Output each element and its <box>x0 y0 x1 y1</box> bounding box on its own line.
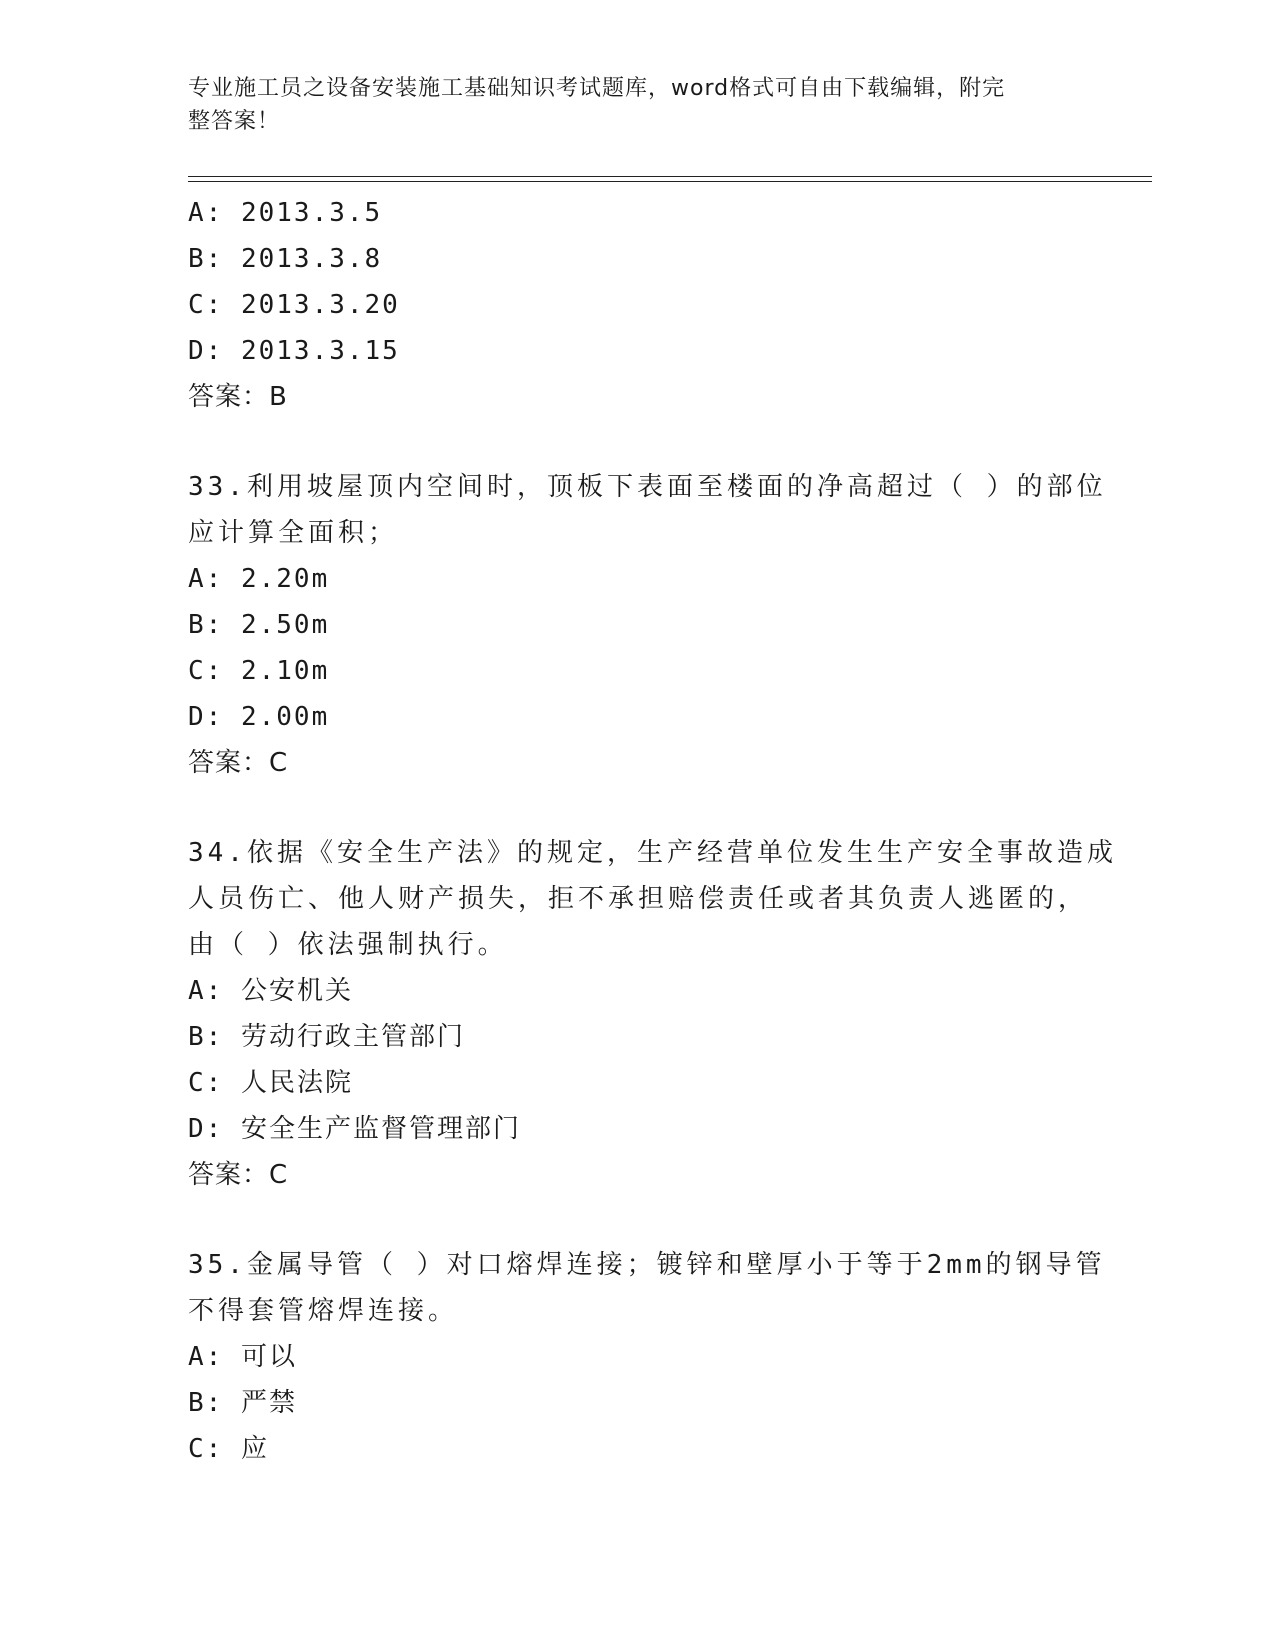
question-32 <box>188 190 1088 420</box>
option-a: A: 2.20m <box>188 564 330 594</box>
option-b: B: 2.50m <box>188 610 330 640</box>
header-divider-top <box>188 176 1152 177</box>
option-b: B: 2013.3.8 <box>188 244 383 274</box>
answer: 答案：C <box>188 1160 289 1190</box>
question-stem-line: 不得套管熔焊连接。 <box>188 1296 459 1326</box>
answer: 答案：C <box>188 748 289 778</box>
option-b: B: 严禁 <box>188 1388 297 1418</box>
option-a: A: 公安机关 <box>188 976 353 1006</box>
question-stem-line: 由（ ）依法强制执行。 <box>188 930 508 960</box>
option-d: D: 2.00m <box>188 702 330 732</box>
question-34 <box>188 830 1117 1198</box>
question-stem-line: 人员伤亡、他人财产损失，拒不承担赔偿责任或者其负责人逃匿的， <box>188 884 1089 914</box>
document-header <box>188 72 1088 138</box>
question-33 <box>188 464 1107 786</box>
answer: 答案：B <box>188 382 288 412</box>
option-c: C: 2.10m <box>188 656 330 686</box>
option-b: B: 劳动行政主管部门 <box>188 1022 465 1052</box>
option-d: D: 2013.3.15 <box>188 336 400 366</box>
question-stem-line: 35.金属导管（ ）对口熔焊连接；镀锌和壁厚小于等于2mm的钢导管 <box>188 1250 1106 1280</box>
question-35 <box>188 1242 1106 1472</box>
option-a: A: 2013.3.5 <box>188 198 383 228</box>
option-a: A: 可以 <box>188 1342 297 1372</box>
header-divider-bottom <box>188 181 1152 182</box>
header-line-1: 专业施工员之设备安装施工基础知识考试题库，word格式可自由下载编辑，附完 <box>188 76 1006 101</box>
question-stem-line: 33.利用坡屋顶内空间时，顶板下表面至楼面的净高超过（ ）的部位 <box>188 472 1107 502</box>
option-c: C: 人民法院 <box>188 1068 353 1098</box>
option-c: C: 应 <box>188 1434 269 1464</box>
option-d: D: 安全生产监督管理部门 <box>188 1114 521 1144</box>
question-stem-line: 34.依据《安全生产法》的规定，生产经营单位发生生产安全事故造成 <box>188 838 1117 868</box>
question-list <box>188 190 1117 1472</box>
header-line-2: 整答案！ <box>188 109 281 134</box>
question-stem-line: 应计算全面积； <box>188 518 399 548</box>
option-c: C: 2013.3.20 <box>188 290 400 320</box>
